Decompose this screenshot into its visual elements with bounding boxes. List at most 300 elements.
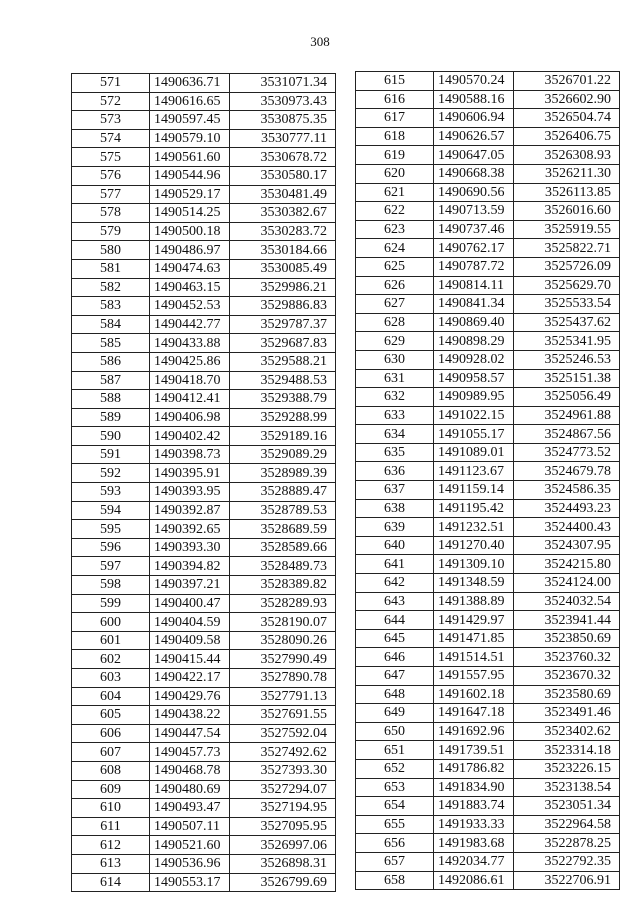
- x-coordinate-cell: 1491602.18: [434, 685, 514, 704]
- x-coordinate-cell: 1490447.54: [150, 724, 230, 743]
- x-coordinate-cell: 1490409.58: [150, 631, 230, 650]
- y-coordinate-cell: 3523314.18: [514, 741, 620, 760]
- x-coordinate-cell: 1490468.78: [150, 761, 230, 780]
- table-row: [356, 164, 620, 183]
- table-row: [72, 297, 336, 316]
- table-row: [356, 127, 620, 146]
- point-id-cell: 590: [72, 427, 150, 446]
- table-row: [356, 332, 620, 351]
- table-row: [72, 594, 336, 613]
- x-coordinate-cell: 1490762.17: [434, 239, 514, 258]
- y-coordinate-cell: 3523760.32: [514, 648, 620, 667]
- point-id-cell: 625: [356, 257, 434, 276]
- table-row: [356, 295, 620, 314]
- point-id-cell: 641: [356, 555, 434, 574]
- y-coordinate-cell: 3526113.85: [514, 183, 620, 202]
- y-coordinate-cell: 3527791.13: [230, 687, 336, 706]
- point-id-cell: 584: [72, 315, 150, 334]
- table-row: [356, 704, 620, 723]
- y-coordinate-cell: 3526602.90: [514, 90, 620, 109]
- y-coordinate-cell: 3530283.72: [230, 222, 336, 241]
- y-coordinate-cell: 3529886.83: [230, 297, 336, 316]
- x-coordinate-cell: 1490588.16: [434, 90, 514, 109]
- coordinates-table-right: [355, 71, 620, 890]
- table-row: [356, 574, 620, 593]
- table-row: [72, 371, 336, 390]
- point-id-cell: 602: [72, 650, 150, 669]
- y-coordinate-cell: 3526701.22: [514, 72, 620, 91]
- point-id-cell: 642: [356, 574, 434, 593]
- table-row: [356, 778, 620, 797]
- y-coordinate-cell: 3523941.44: [514, 611, 620, 630]
- y-coordinate-cell: 3527194.95: [230, 799, 336, 818]
- y-coordinate-cell: 3526406.75: [514, 127, 620, 146]
- table-row: [72, 259, 336, 278]
- point-id-cell: 609: [72, 780, 150, 799]
- y-coordinate-cell: 3522964.58: [514, 815, 620, 834]
- y-coordinate-cell: 3525056.49: [514, 388, 620, 407]
- x-coordinate-cell: 1490536.96: [150, 854, 230, 873]
- point-id-cell: 613: [72, 854, 150, 873]
- page-number: 308: [310, 34, 330, 49]
- table-row: [356, 648, 620, 667]
- table-row: [72, 464, 336, 483]
- table-row: [72, 148, 336, 167]
- table-row: [72, 743, 336, 762]
- table-row: [72, 445, 336, 464]
- y-coordinate-cell: 3524679.78: [514, 462, 620, 481]
- x-coordinate-cell: 1491983.68: [434, 834, 514, 853]
- point-id-cell: 579: [72, 222, 150, 241]
- table-row: [72, 241, 336, 260]
- x-coordinate-cell: 1490869.40: [434, 313, 514, 332]
- y-coordinate-cell: 3530875.35: [230, 111, 336, 130]
- table-row: [72, 222, 336, 241]
- x-coordinate-cell: 1490606.94: [434, 109, 514, 128]
- point-id-cell: 649: [356, 704, 434, 723]
- point-id-cell: 601: [72, 631, 150, 650]
- table-row: [72, 129, 336, 148]
- table-row: [72, 204, 336, 223]
- y-coordinate-cell: 3524215.80: [514, 555, 620, 574]
- y-coordinate-cell: 3527095.95: [230, 817, 336, 836]
- point-id-cell: 605: [72, 706, 150, 725]
- y-coordinate-cell: 3526898.31: [230, 854, 336, 873]
- x-coordinate-cell: 1490544.96: [150, 166, 230, 185]
- table-row: [356, 722, 620, 741]
- x-coordinate-cell: 1490570.24: [434, 72, 514, 91]
- y-coordinate-cell: 3528789.53: [230, 501, 336, 520]
- x-coordinate-cell: 1490690.56: [434, 183, 514, 202]
- y-coordinate-cell: 3530973.43: [230, 92, 336, 111]
- table-row: [356, 667, 620, 686]
- point-id-cell: 581: [72, 259, 150, 278]
- x-coordinate-cell: 1491309.10: [434, 555, 514, 574]
- point-id-cell: 607: [72, 743, 150, 762]
- table-row: [72, 557, 336, 576]
- x-coordinate-cell: 1492034.77: [434, 852, 514, 871]
- x-coordinate-cell: 1491692.96: [434, 722, 514, 741]
- table-row: [72, 185, 336, 204]
- point-id-cell: 639: [356, 518, 434, 537]
- point-id-cell: 645: [356, 629, 434, 648]
- y-coordinate-cell: 3525822.71: [514, 239, 620, 258]
- x-coordinate-cell: 1490553.17: [150, 873, 230, 892]
- x-coordinate-cell: 1490442.77: [150, 315, 230, 334]
- y-coordinate-cell: 3529787.37: [230, 315, 336, 334]
- point-id-cell: 578: [72, 204, 150, 223]
- x-coordinate-cell: 1491933.33: [434, 815, 514, 834]
- table-row: [72, 873, 336, 892]
- point-id-cell: 575: [72, 148, 150, 167]
- table-row: [72, 483, 336, 502]
- y-coordinate-cell: 3528190.07: [230, 613, 336, 632]
- point-id-cell: 626: [356, 276, 434, 295]
- table-row: [72, 854, 336, 873]
- table-row: [356, 443, 620, 462]
- y-coordinate-cell: 3528589.66: [230, 538, 336, 557]
- point-id-cell: 628: [356, 313, 434, 332]
- table-row: [356, 276, 620, 295]
- x-coordinate-cell: 1490392.65: [150, 520, 230, 539]
- x-coordinate-cell: 1490402.42: [150, 427, 230, 446]
- y-coordinate-cell: 3523850.69: [514, 629, 620, 648]
- table-row: [356, 109, 620, 128]
- x-coordinate-cell: 1490928.02: [434, 350, 514, 369]
- point-id-cell: 658: [356, 871, 434, 890]
- table-row: [356, 536, 620, 555]
- point-id-cell: 608: [72, 761, 150, 780]
- point-id-cell: 619: [356, 146, 434, 165]
- y-coordinate-cell: 3525629.70: [514, 276, 620, 295]
- table-row: [356, 462, 620, 481]
- y-coordinate-cell: 3528489.73: [230, 557, 336, 576]
- table-row: [356, 313, 620, 332]
- point-id-cell: 616: [356, 90, 434, 109]
- table-row: [72, 278, 336, 297]
- x-coordinate-cell: 1491270.40: [434, 536, 514, 555]
- table-row: [356, 629, 620, 648]
- x-coordinate-cell: 1490463.15: [150, 278, 230, 297]
- x-coordinate-cell: 1492086.61: [434, 871, 514, 890]
- point-id-cell: 586: [72, 352, 150, 371]
- y-coordinate-cell: 3526799.69: [230, 873, 336, 892]
- point-id-cell: 593: [72, 483, 150, 502]
- x-coordinate-cell: 1490647.05: [434, 146, 514, 165]
- point-id-cell: 598: [72, 576, 150, 595]
- table-row: [72, 111, 336, 130]
- x-coordinate-cell: 1491647.18: [434, 704, 514, 723]
- point-id-cell: 636: [356, 462, 434, 481]
- table-row: [356, 72, 620, 91]
- point-id-cell: 612: [72, 836, 150, 855]
- x-coordinate-cell: 1490397.21: [150, 576, 230, 595]
- table-row: [72, 166, 336, 185]
- table-row: [72, 724, 336, 743]
- point-id-cell: 592: [72, 464, 150, 483]
- x-coordinate-cell: 1490597.45: [150, 111, 230, 130]
- y-coordinate-cell: 3523491.46: [514, 704, 620, 723]
- y-coordinate-cell: 3529288.99: [230, 408, 336, 427]
- point-id-cell: 644: [356, 611, 434, 630]
- table-row: [72, 836, 336, 855]
- point-id-cell: 634: [356, 425, 434, 444]
- y-coordinate-cell: 3523138.54: [514, 778, 620, 797]
- point-id-cell: 651: [356, 741, 434, 760]
- table-row: [356, 518, 620, 537]
- x-coordinate-cell: 1491883.74: [434, 797, 514, 816]
- x-coordinate-cell: 1490457.73: [150, 743, 230, 762]
- x-coordinate-cell: 1490713.59: [434, 202, 514, 221]
- table-row: [356, 90, 620, 109]
- point-id-cell: 640: [356, 536, 434, 555]
- point-id-cell: 580: [72, 241, 150, 260]
- x-coordinate-cell: 1491055.17: [434, 425, 514, 444]
- x-coordinate-cell: 1490412.41: [150, 390, 230, 409]
- x-coordinate-cell: 1490452.53: [150, 297, 230, 316]
- y-coordinate-cell: 3526308.93: [514, 146, 620, 165]
- point-id-cell: 653: [356, 778, 434, 797]
- table-row: [356, 834, 620, 853]
- point-id-cell: 604: [72, 687, 150, 706]
- y-coordinate-cell: 3524586.35: [514, 481, 620, 500]
- y-coordinate-cell: 3524773.52: [514, 443, 620, 462]
- x-coordinate-cell: 1490561.60: [150, 148, 230, 167]
- point-id-cell: 585: [72, 334, 150, 353]
- table-row: [72, 780, 336, 799]
- point-id-cell: 622: [356, 202, 434, 221]
- x-coordinate-cell: 1491388.89: [434, 592, 514, 611]
- y-coordinate-cell: 3522706.91: [514, 871, 620, 890]
- x-coordinate-cell: 1490737.46: [434, 220, 514, 239]
- x-coordinate-cell: 1490429.76: [150, 687, 230, 706]
- point-id-cell: 589: [72, 408, 150, 427]
- x-coordinate-cell: 1490406.98: [150, 408, 230, 427]
- x-coordinate-cell: 1490814.11: [434, 276, 514, 295]
- table-row: [72, 390, 336, 409]
- y-coordinate-cell: 3525533.54: [514, 295, 620, 314]
- table-row: [356, 388, 620, 407]
- point-id-cell: 621: [356, 183, 434, 202]
- y-coordinate-cell: 3527294.07: [230, 780, 336, 799]
- point-id-cell: 611: [72, 817, 150, 836]
- x-coordinate-cell: 1491834.90: [434, 778, 514, 797]
- y-coordinate-cell: 3526211.30: [514, 164, 620, 183]
- point-id-cell: 603: [72, 669, 150, 688]
- x-coordinate-cell: 1490425.86: [150, 352, 230, 371]
- x-coordinate-cell: 1490400.47: [150, 594, 230, 613]
- y-coordinate-cell: 3523051.34: [514, 797, 620, 816]
- point-id-cell: 633: [356, 406, 434, 425]
- table-row: [356, 852, 620, 871]
- x-coordinate-cell: 1490500.18: [150, 222, 230, 241]
- x-coordinate-cell: 1491514.51: [434, 648, 514, 667]
- y-coordinate-cell: 3524124.00: [514, 574, 620, 593]
- table-row: [72, 408, 336, 427]
- x-coordinate-cell: 1490395.91: [150, 464, 230, 483]
- table-row: [356, 759, 620, 778]
- table-row: [72, 799, 336, 818]
- x-coordinate-cell: 1490422.17: [150, 669, 230, 688]
- y-coordinate-cell: 3530085.49: [230, 259, 336, 278]
- table-row: [72, 817, 336, 836]
- y-coordinate-cell: 3524493.23: [514, 499, 620, 518]
- x-coordinate-cell: 1490438.22: [150, 706, 230, 725]
- point-id-cell: 655: [356, 815, 434, 834]
- point-id-cell: 637: [356, 481, 434, 500]
- point-id-cell: 582: [72, 278, 150, 297]
- table-row: [356, 871, 620, 890]
- point-id-cell: 587: [72, 371, 150, 390]
- y-coordinate-cell: 3530184.66: [230, 241, 336, 260]
- y-coordinate-cell: 3523580.69: [514, 685, 620, 704]
- x-coordinate-cell: 1490392.87: [150, 501, 230, 520]
- point-id-cell: 583: [72, 297, 150, 316]
- y-coordinate-cell: 3525246.53: [514, 350, 620, 369]
- point-id-cell: 631: [356, 369, 434, 388]
- x-coordinate-cell: 1490514.25: [150, 204, 230, 223]
- y-coordinate-cell: 3526504.74: [514, 109, 620, 128]
- table-row: [356, 406, 620, 425]
- y-coordinate-cell: 3529488.53: [230, 371, 336, 390]
- point-id-cell: 617: [356, 109, 434, 128]
- point-id-cell: 614: [72, 873, 150, 892]
- y-coordinate-cell: 3527990.49: [230, 650, 336, 669]
- x-coordinate-cell: 1490668.38: [434, 164, 514, 183]
- y-coordinate-cell: 3529189.16: [230, 427, 336, 446]
- point-id-cell: 648: [356, 685, 434, 704]
- table-row: [356, 350, 620, 369]
- point-id-cell: 574: [72, 129, 150, 148]
- table-row: [72, 631, 336, 650]
- table-row: [356, 592, 620, 611]
- table-row: [72, 538, 336, 557]
- y-coordinate-cell: 3525151.38: [514, 369, 620, 388]
- x-coordinate-cell: 1490433.88: [150, 334, 230, 353]
- point-id-cell: 577: [72, 185, 150, 204]
- point-id-cell: 630: [356, 350, 434, 369]
- x-coordinate-cell: 1491232.51: [434, 518, 514, 537]
- x-coordinate-cell: 1490521.60: [150, 836, 230, 855]
- x-coordinate-cell: 1490529.17: [150, 185, 230, 204]
- y-coordinate-cell: 3530580.17: [230, 166, 336, 185]
- point-id-cell: 573: [72, 111, 150, 130]
- point-id-cell: 623: [356, 220, 434, 239]
- point-id-cell: 650: [356, 722, 434, 741]
- x-coordinate-cell: 1490493.47: [150, 799, 230, 818]
- y-coordinate-cell: 3528090.26: [230, 631, 336, 650]
- x-coordinate-cell: 1490616.65: [150, 92, 230, 111]
- x-coordinate-cell: 1491348.59: [434, 574, 514, 593]
- table-row: [356, 797, 620, 816]
- table-row: [72, 92, 336, 111]
- point-id-cell: 591: [72, 445, 150, 464]
- y-coordinate-cell: 3529089.29: [230, 445, 336, 464]
- point-id-cell: 646: [356, 648, 434, 667]
- x-coordinate-cell: 1490958.57: [434, 369, 514, 388]
- table-row: [356, 202, 620, 221]
- y-coordinate-cell: 3527691.55: [230, 706, 336, 725]
- table-row: [72, 761, 336, 780]
- y-coordinate-cell: 3528389.82: [230, 576, 336, 595]
- x-coordinate-cell: 1490507.11: [150, 817, 230, 836]
- x-coordinate-cell: 1490579.10: [150, 129, 230, 148]
- table-row: [356, 239, 620, 258]
- x-coordinate-cell: 1490898.29: [434, 332, 514, 351]
- y-coordinate-cell: 3523226.15: [514, 759, 620, 778]
- table-row: [356, 815, 620, 834]
- table-row: [72, 427, 336, 446]
- x-coordinate-cell: 1491089.01: [434, 443, 514, 462]
- point-id-cell: 599: [72, 594, 150, 613]
- point-id-cell: 638: [356, 499, 434, 518]
- point-id-cell: 652: [356, 759, 434, 778]
- x-coordinate-cell: 1491159.14: [434, 481, 514, 500]
- point-id-cell: 595: [72, 520, 150, 539]
- y-coordinate-cell: 3526997.06: [230, 836, 336, 855]
- point-id-cell: 629: [356, 332, 434, 351]
- point-id-cell: 571: [72, 74, 150, 93]
- x-coordinate-cell: 1490404.59: [150, 613, 230, 632]
- y-coordinate-cell: 3526016.60: [514, 202, 620, 221]
- point-id-cell: 643: [356, 592, 434, 611]
- x-coordinate-cell: 1490393.95: [150, 483, 230, 502]
- point-id-cell: 656: [356, 834, 434, 853]
- y-coordinate-cell: 3527592.04: [230, 724, 336, 743]
- point-id-cell: 572: [72, 92, 150, 111]
- table-row: [356, 741, 620, 760]
- x-coordinate-cell: 1490393.30: [150, 538, 230, 557]
- table-row: [356, 555, 620, 574]
- table-row: [72, 315, 336, 334]
- y-coordinate-cell: 3530678.72: [230, 148, 336, 167]
- point-id-cell: 596: [72, 538, 150, 557]
- point-id-cell: 627: [356, 295, 434, 314]
- x-coordinate-cell: 1491557.95: [434, 667, 514, 686]
- x-coordinate-cell: 1490626.57: [434, 127, 514, 146]
- y-coordinate-cell: 3529388.79: [230, 390, 336, 409]
- table-row: [356, 611, 620, 630]
- table-row: [72, 650, 336, 669]
- y-coordinate-cell: 3530382.67: [230, 204, 336, 223]
- point-id-cell: 632: [356, 388, 434, 407]
- y-coordinate-cell: 3527890.78: [230, 669, 336, 688]
- x-coordinate-cell: 1491195.42: [434, 499, 514, 518]
- x-coordinate-cell: 1491739.51: [434, 741, 514, 760]
- y-coordinate-cell: 3525341.95: [514, 332, 620, 351]
- point-id-cell: 654: [356, 797, 434, 816]
- x-coordinate-cell: 1490415.44: [150, 650, 230, 669]
- y-coordinate-cell: 3529986.21: [230, 278, 336, 297]
- y-coordinate-cell: 3528289.93: [230, 594, 336, 613]
- x-coordinate-cell: 1491471.85: [434, 629, 514, 648]
- y-coordinate-cell: 3529687.83: [230, 334, 336, 353]
- y-coordinate-cell: 3522878.25: [514, 834, 620, 853]
- table-row: [356, 369, 620, 388]
- point-id-cell: 647: [356, 667, 434, 686]
- x-coordinate-cell: 1491429.97: [434, 611, 514, 630]
- point-id-cell: 618: [356, 127, 434, 146]
- point-id-cell: 657: [356, 852, 434, 871]
- point-id-cell: 600: [72, 613, 150, 632]
- x-coordinate-cell: 1490474.63: [150, 259, 230, 278]
- x-coordinate-cell: 1491786.82: [434, 759, 514, 778]
- y-coordinate-cell: 3528689.59: [230, 520, 336, 539]
- y-coordinate-cell: 3530481.49: [230, 185, 336, 204]
- y-coordinate-cell: 3522792.35: [514, 852, 620, 871]
- x-coordinate-cell: 1490480.69: [150, 780, 230, 799]
- x-coordinate-cell: 1491022.15: [434, 406, 514, 425]
